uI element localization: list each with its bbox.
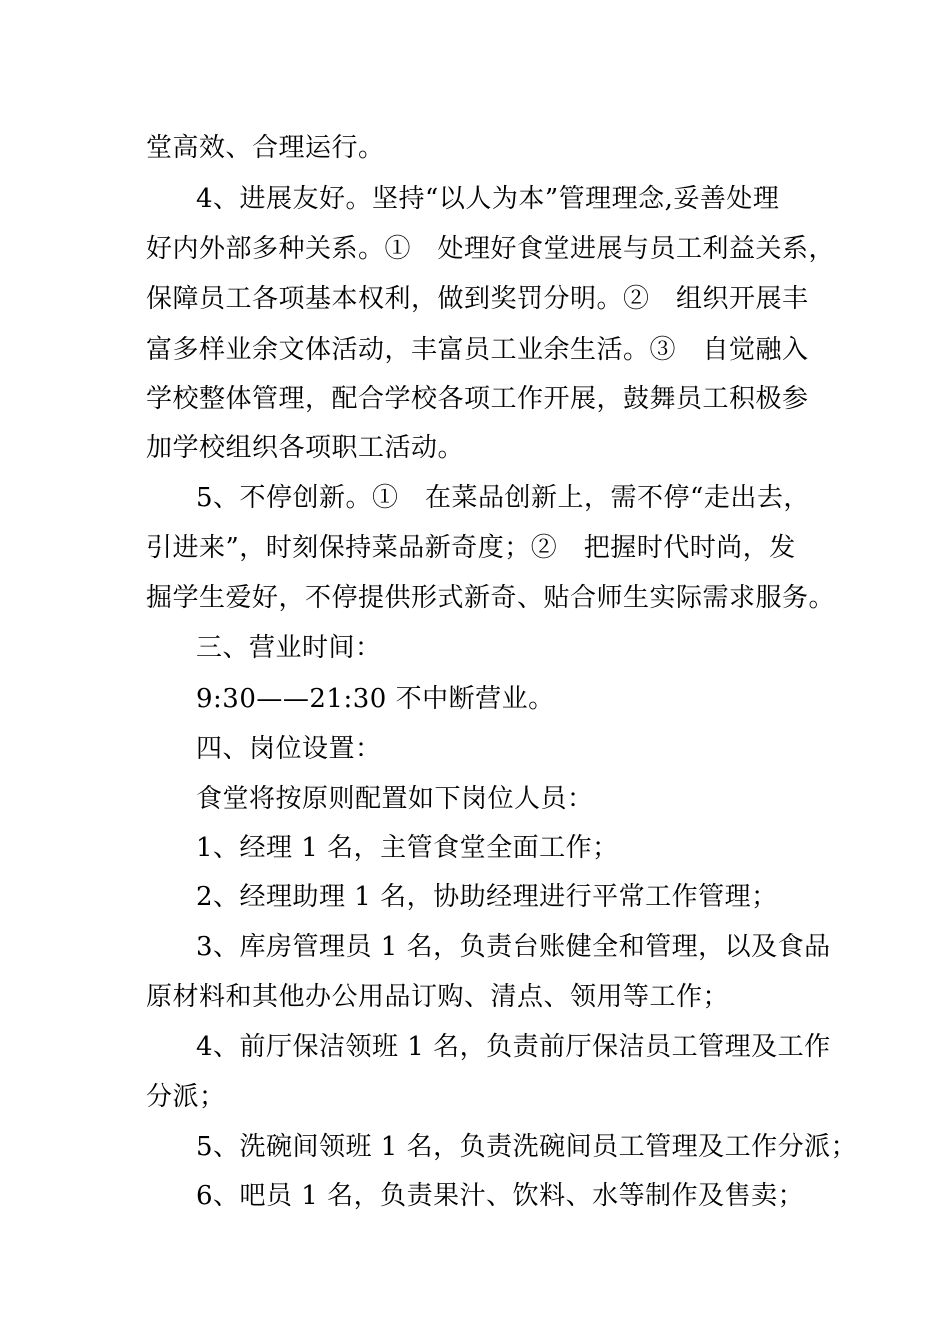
list-item: 3、库房管理员 1 名，负责台账健全和管理，以及食品 [196, 932, 831, 962]
list-item: 5、洗碗间领班 1 名，负责洗碗间员工管理及工作分派； [196, 1132, 858, 1162]
list-item: 2、经理助理 1 名，协助经理进行平常工作管理； [196, 882, 778, 912]
paragraph-line: 4、进展友好。坚持“以人为本”管理理念,妥善处理 [196, 184, 780, 214]
paragraph-line: 富多样业余文体活动，丰富员工业余生活。③ 自觉融入 [146, 335, 809, 365]
paragraph-line: 引进来”，时刻保持菜品新奇度；② 把握时代时尚，发 [146, 533, 796, 563]
paragraph-line: 学校整体管理，配合学校各项工作开展，鼓舞员工积极参 [146, 384, 809, 414]
list-item: 6、吧员 1 名，负责果汁、饮料、水等制作及售卖； [196, 1181, 805, 1211]
list-item: 4、前厅保洁领班 1 名，负责前厅保洁员工管理及工作 [196, 1032, 831, 1062]
section-heading: 三、营业时间： [196, 633, 382, 663]
paragraph-line: 保障员工各项基本权利，做到奖罚分明。② 组织开展丰 [146, 284, 809, 314]
paragraph-line: 掘学生爱好，不停提供形式新奇、贴合师生实际需求服务。 [146, 583, 836, 613]
section-heading: 四、岗位设置： [196, 734, 382, 764]
paragraph-line: 好内外部多种关系。① 处理好食堂进展与员工利益关系， [146, 234, 836, 264]
list-item: 1、经理 1 名，主管食堂全面工作； [196, 833, 619, 863]
paragraph-line: 9:30——21:30 不中断营业。 [196, 684, 555, 714]
list-item-continuation: 原材料和其他办公用品订购、清点、领用等工作； [146, 982, 730, 1012]
paragraph-line: 加学校组织各项职工活动。 [146, 433, 465, 463]
list-item-continuation: 分派； [146, 1082, 226, 1112]
paragraph-line: 堂高效、合理运行。 [146, 133, 385, 163]
paragraph-line: 5、不停创新。① 在菜品创新上，需不停“走出去， [196, 483, 810, 513]
paragraph-line: 食堂将按原则配置如下岗位人员： [196, 784, 594, 814]
